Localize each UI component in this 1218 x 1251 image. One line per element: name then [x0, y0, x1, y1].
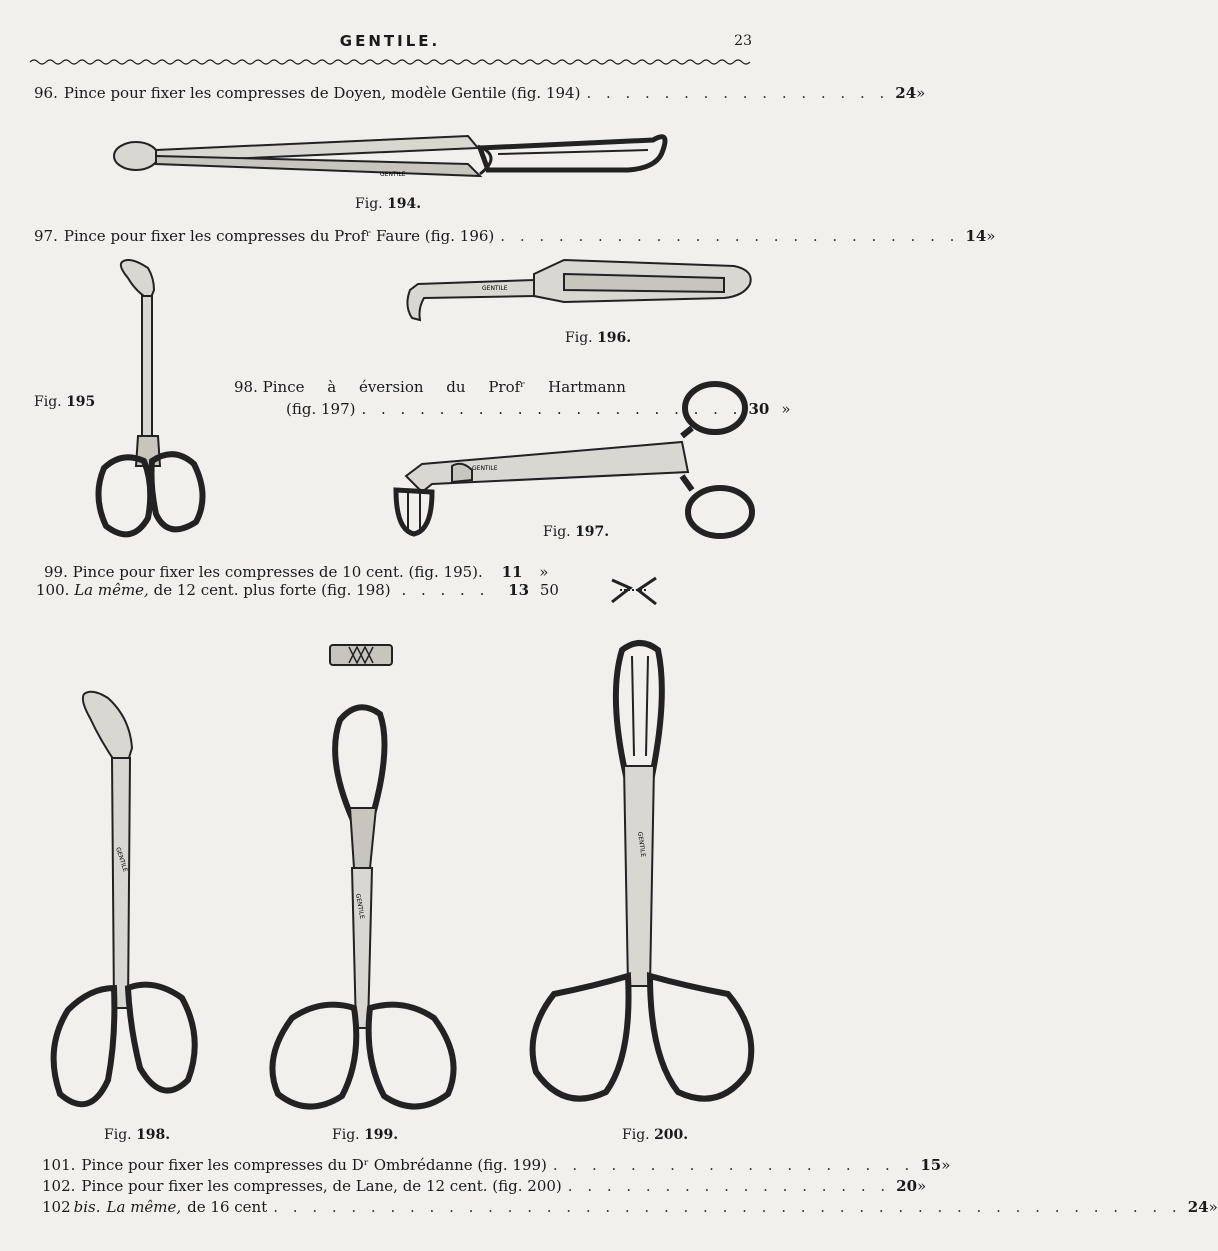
item-price-unit: » [916, 84, 926, 102]
leader-dots: . . . . . [401, 581, 490, 599]
item-description-cont: (fig. 197) [286, 400, 356, 418]
figure-caption-197: Fig. 197. [543, 524, 610, 540]
figure-caption-196: Fig. 196. [565, 330, 632, 346]
jaw-detail-illustration [610, 574, 658, 608]
item-number: 102. [42, 1177, 76, 1195]
item-number: 98. [234, 378, 258, 396]
item-description: Pince à éversion du Profʳ Hartmann [262, 378, 626, 396]
item-number: 100. [36, 581, 70, 599]
item-description: de 16 cent [187, 1198, 268, 1216]
leader-dots: . . . . . . . . . . . . . . . . . [567, 1177, 891, 1195]
engraved-stamp: GENTILE [114, 846, 129, 873]
item-price-unit: » [941, 1156, 951, 1174]
engraved-stamp: GENTILE [380, 171, 406, 178]
catalog-item-97 [34, 227, 996, 245]
item-number: 101. [42, 1156, 76, 1174]
item-price-unit: » [781, 400, 791, 418]
item-number: 97. [34, 227, 58, 245]
item-price: 24 [895, 84, 917, 102]
item-description: Pince pour fixer les compresses de Doyen, modèle Gentile (fig. 194) [63, 84, 581, 102]
item-price: 20 [896, 1177, 918, 1195]
catalog-item-101 [42, 1156, 951, 1174]
item-price: 30 [748, 400, 770, 418]
engraved-stamp: GENTILE [482, 285, 508, 292]
forceps-illustration-fig-194 [108, 120, 673, 190]
catalog-item-99 [44, 563, 548, 581]
forceps-illustration-fig-198 [44, 688, 202, 1120]
figure-caption-200: Fig. 200. [622, 1127, 689, 1143]
engraved-stamp: GENTILE [472, 465, 498, 472]
item-description: Pince pour fixer les compresses de 10 cent. (fig. 195). [72, 563, 483, 581]
figure-caption-194: Fig. 194. [355, 196, 422, 212]
engraved-stamp: GENTILE [354, 893, 366, 920]
item-description-italic: La même, [106, 1198, 182, 1216]
item-description-italic: La même, [74, 581, 149, 599]
leader-dots: . . . . . . . . . . . . . . . . . . . [552, 1156, 915, 1174]
leader-dots: . . . . . . . . . . . . . . . . [586, 84, 890, 102]
item-price-unit: » [917, 1177, 927, 1195]
item-price: 14 [965, 227, 987, 245]
header-wavy-rule [30, 58, 754, 66]
item-description: Pince pour fixer les compresses, de Lane, de 12 cent. (fig. 200) [81, 1177, 562, 1195]
forceps-illustration-fig-199 [262, 698, 464, 1120]
leader-dots: . . . . . . . . . . . . . . . . . . . . [361, 400, 743, 418]
item-price-unit: » [539, 563, 549, 581]
item-description: de 12 cent. plus forte (fig. 198) [153, 581, 391, 599]
page-number: 23 [734, 33, 752, 49]
catalog-item-102 [42, 1177, 927, 1195]
item-price-unit: 50 [539, 581, 559, 599]
item-price: 11 [501, 563, 523, 581]
jaw-detail-illustration [329, 643, 393, 667]
item-number: 99. [44, 563, 68, 581]
figure-caption-195: Fig. 195 [34, 394, 96, 410]
leader-dots: . . . . . . . . . . . . . . . . . . . . . . . . . . . . . . . . . . . . . . . . . . . . . . . [273, 1198, 1182, 1216]
figure-caption-199: Fig. 199. [332, 1127, 399, 1143]
item-price-unit: » [1208, 1198, 1218, 1216]
catalog-item-96 [34, 84, 926, 102]
forceps-illustration-fig-196 [404, 256, 756, 328]
item-price: 24 [1187, 1198, 1209, 1216]
item-number: 96. [34, 84, 58, 102]
item-price: 13 [508, 581, 530, 599]
item-number: 102 [42, 1198, 71, 1216]
item-price-unit: » [986, 227, 996, 245]
catalog-item-100 [36, 581, 559, 599]
figure-caption-198: Fig. 198. [104, 1127, 171, 1143]
engraved-stamp: GENTILE [636, 831, 647, 858]
item-description: Pince pour fixer les compresses du Dʳ Ombrédanne (fig. 199) [81, 1156, 547, 1174]
item-number-suffix: bis. [73, 1198, 101, 1216]
item-price: 15 [920, 1156, 942, 1174]
catalog-item-102-bis [42, 1198, 1218, 1216]
item-description: Pince pour fixer les compresses du Profʳ Faure (fig. 196) [63, 227, 495, 245]
leader-dots: . . . . . . . . . . . . . . . . . . . . . . . . [500, 227, 960, 245]
forceps-illustration-fig-197 [392, 380, 758, 542]
forceps-illustration-fig-200 [524, 636, 762, 1118]
forceps-illustration-fig-195 [92, 256, 210, 546]
page-header-title: GENTILE. [339, 32, 441, 50]
